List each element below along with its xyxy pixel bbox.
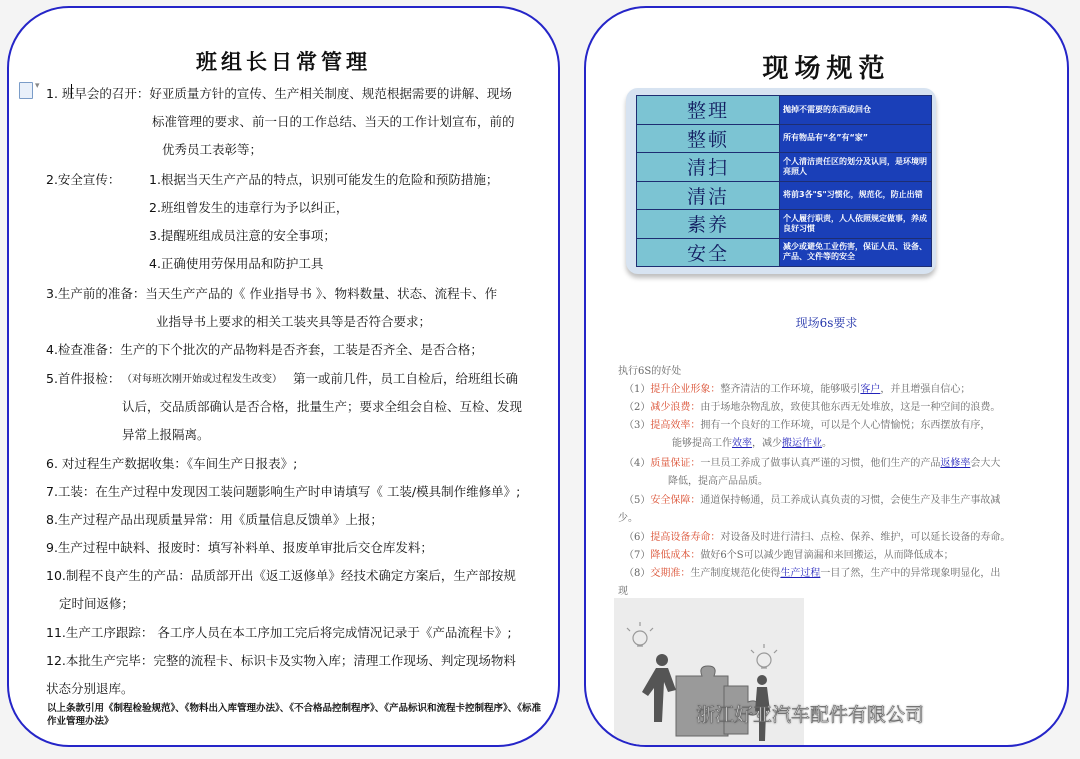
panel-title: 现场规范: [762, 54, 891, 84]
six-s-name: 清扫: [637, 153, 780, 182]
six-s-desc: 抛掉不需要的东西或回仓: [780, 96, 932, 125]
benefit-item: （3）提高效率：拥有一个良好的工作环境，可以是个人心情愉悦；东西摆放有序，: [624, 420, 991, 431]
company-watermark: 浙江好亚汽车配件有限公司: [696, 704, 925, 726]
text-line: 状态分别退库。: [46, 681, 134, 696]
rework-rate-link[interactable]: 返修率: [940, 458, 971, 469]
text-line: 4.检查准备：生产的下个批次的产品物料是否齐套，工装是否齐全、是否合格；: [46, 342, 483, 357]
lightbulb-icon: [627, 622, 777, 668]
six-s-desc: 减少或避免工业伤害，保证人员、设备、产品、文件等的安全: [780, 238, 932, 267]
table-row: [637, 153, 932, 182]
production-process-link[interactable]: 生产过程: [780, 568, 821, 579]
text-line: 5.首件报检：: [46, 371, 121, 386]
text-line: 8.生产过程产品出现质量异常：用《质量信息反馈单》上报；: [46, 512, 383, 527]
text-line: 12.本批生产完毕：完整的流程卡、标识卡及实物入库；清理工作现场、判定现场物料: [46, 653, 516, 668]
text-line: 认后，交品质部确认是否合格，批量生产；要求全组会自检、互检、发现: [122, 399, 523, 414]
reference-note: 以上条款引用《制程检验规范》、《物料出入库管理办法》、《不合格品控制程序》、《产品标识和流程卡控制程序》、《标准作业管理办法》: [47, 703, 542, 727]
text-line: 3.生产前的准备：当天生产产品的《 作业指导书 》、物料数量、状态、流程卡、作: [46, 286, 498, 301]
text-line: 1. 班早会的召开：好亚质量方针的宣传、生产相关制度、规范根据需要的讲解、现场: [46, 86, 512, 101]
six-s-desc: 将前3各"S"习惯化，规范化，防止出错: [780, 181, 932, 210]
efficiency-link[interactable]: 效率: [732, 438, 752, 449]
text-line: 3.提醒班组成员注意的安全事项；: [149, 228, 336, 243]
benefit-item-cont: 能够提高工作效率，减少搬运作业。: [672, 438, 832, 449]
benefit-item: （7）降低成本：做好6个S可以减少跑冒滴漏和来回搬运，从而降低成本；: [624, 550, 954, 561]
benefit-item: （2）减少浪费：由于场地杂物乱放，致使其他东西无处堆放，这是一种空间的浪费。: [624, 402, 1001, 413]
benefit-item: （6）提高设备寿命：对设备及时进行清扫、点检、保养、维护，可以延长设备的寿命。: [624, 532, 1011, 543]
panel-title: 班组长日常管理: [196, 49, 371, 74]
benefits-heading: 执行6S的好处: [618, 366, 682, 377]
handling-link[interactable]: 搬运作业: [782, 438, 822, 449]
table-row: [637, 238, 932, 267]
customer-link[interactable]: 客户: [860, 384, 881, 395]
benefit-item-cont: 降低，提高产品品质。: [668, 476, 768, 487]
daily-management-panel: [7, 6, 560, 747]
six-s-desc: 个人履行职责，人人依照规定做事，养成良好习惯: [780, 210, 932, 239]
text-line: 2.班组曾发生的违章行为予以纠正，: [149, 200, 349, 215]
benefit-item: （1）提升企业形象：整齐清洁的工作环境，能够吸引客户，并且增强自信心；: [624, 384, 971, 395]
text-line: 标准管理的要求、前一日的工作总结、当天的工作计划宣布，前的: [152, 114, 515, 129]
requirements-title: 现场6s要求: [795, 316, 858, 330]
text-line: 10.制程不良产生的产品：品质部开出《返工返修单》经技术确定方案后，生产部按规: [46, 568, 516, 583]
text-line: 11.生产工序跟踪： 各工序人员在本工序加工完后将完成情况记录于《产品流程卡》;: [46, 625, 512, 640]
six-s-name: 安全: [637, 238, 780, 267]
document-icon[interactable]: [19, 82, 33, 99]
text-line: 定时间返修；: [59, 596, 135, 611]
table-row: [637, 96, 932, 125]
six-s-name: 清洁: [637, 181, 780, 210]
benefit-item: （4）质量保证：一旦员工养成了做事认真严谨的习惯，他们生产的产品返修率会大大: [624, 458, 1001, 469]
table-row: [637, 181, 932, 210]
six-s-name: 整理: [637, 96, 780, 125]
six-s-table: [626, 88, 936, 274]
six-s-desc: 个人清洁责任区的划分及认同，是环境明亮照人: [780, 153, 932, 182]
text-line: 2.安全宣传：: [46, 172, 121, 187]
text-line: （对每班次刚开始或过程发生改变）: [122, 374, 282, 385]
benefit-item-cont: 现: [618, 586, 628, 597]
six-s-name: 素养: [637, 210, 780, 239]
text-line: 第一或前几件，员工自检后，给班组长确: [293, 371, 519, 386]
site-standards-panel: [584, 6, 1069, 747]
text-line: 1.根据当天生产产品的特点，识别可能发生的危险和预防措施；: [149, 172, 499, 187]
text-line: 9.生产过程中缺料、报废时：填写补料单、报废单审批后交仓库发料；: [46, 540, 433, 555]
text-line: 7.工装：在生产过程中发现因工装问题影响生产时申请填写《 工装/模具制作维修单》;: [46, 484, 521, 499]
text-line: 异常上报隔离。: [122, 427, 210, 442]
table-row: [637, 124, 932, 153]
text-line: 业指导书上要求的相关工装夹具等是否符合要求；: [156, 314, 432, 329]
text-line: 优秀员工表彰等；: [162, 142, 263, 157]
six-s-desc: 所有物品有“名”有“家”: [780, 124, 932, 153]
benefit-item: （8）交期准：生产制度规范化使得生产过程一目了然，生产中的异常现象明显化，出: [624, 568, 1001, 579]
benefit-item: （5）安全保障：通道保持畅通，员工养成认真负责的习惯，会使生产及非生产事故减: [624, 495, 1001, 506]
text-line: 6. 对过程生产数据收集：《车间生产日报表》;: [46, 456, 298, 471]
table-row: [637, 210, 932, 239]
benefit-item-cont: 少。: [618, 513, 638, 524]
text-line: 4.正确使用劳保用品和防护工具: [149, 256, 324, 271]
six-s-name: 整顿: [637, 124, 780, 153]
